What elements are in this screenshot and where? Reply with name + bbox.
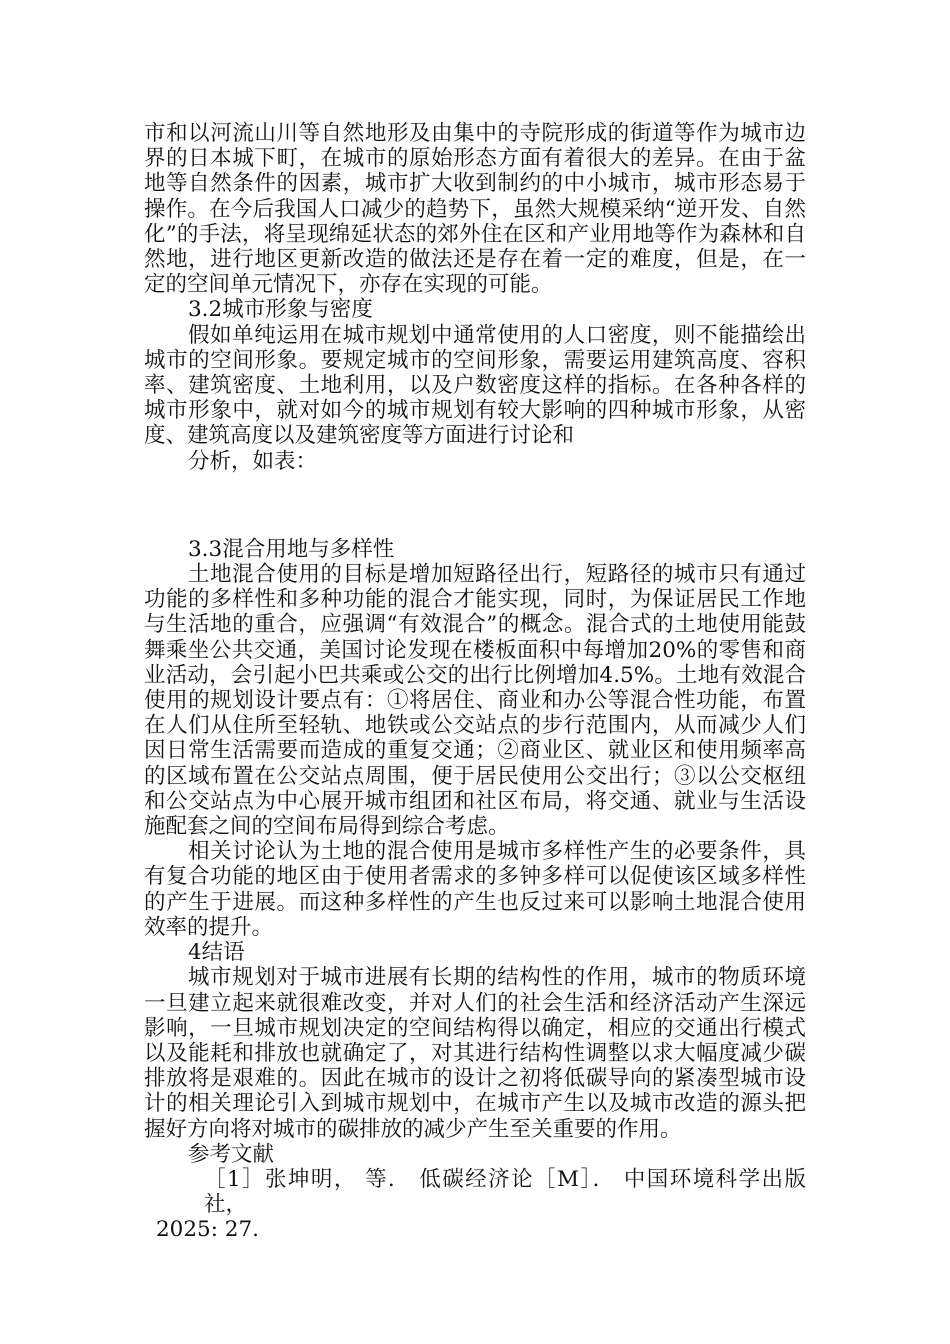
section-heading-3-2: 3.2城市形象与密度	[188, 297, 373, 323]
section-heading-4: 4结语	[188, 940, 245, 966]
document-page	[144, 121, 806, 1243]
reference-item-1: ［1］张坤明， 等． 低碳经济论［M］． 中国环境科学出版社，	[204, 1166, 806, 1218]
paragraph-mixed-use: 土地混合使用的目标是增加短路径出行，短路径的城市只有通过功能的多样性和多种功能的混合才能实现，同时，为保证居民工作地与生活地的重合，应强调“有效混合”的概念。混合式的土地使用能鼓舞乘坐公共交通，美国讨论发现在楼板面积中每增加20%的零售和商业活动，会引起小巴共乘或公交的出行比例增加4.5%。土地有效混合使用的规划设计要点有：①将居住、商业和办公等混合性功能，布置在人们从住所至轻轨、地铁或公交站点的步行范围内，从而减少人们因日常生活需要而造成的重复交通；②商业区、就业区和使用频率高的区域布置在公交站点周围，便于居民使用公交出行；③以公交枢纽和公交站点为中心展开城市组团和社区布局，将交通、就业与生活设施配套之间的空间布局得到综合考虑。	[144, 562, 806, 840]
paragraph-density: 假如单纯运用在城市规划中通常使用的人口密度，则不能描绘出城市的空间形象。要规定城市的空间形象，需要运用建筑高度、容积率、建筑密度、土地利用，以及户数密度这样的指标。在各种各样的城市形象中，就对如今的城市规划有较大影响的四种城市形象，从密度、建筑高度以及建筑密度等方面进行讨论和	[144, 322, 806, 449]
references-heading: 参考文献	[188, 1141, 275, 1167]
section-heading-3-3: 3.3混合用地与多样性	[188, 536, 395, 562]
paragraph-conclusion: 城市规划对于城市进展有长期的结构性的作用，城市的物质环境一旦建立起来就很难改变，并对人们的社会生活和经济活动产生深远影响，一旦城市规划决定的空间结构得以确定，相应的交通出行模式以及能耗和排放也就确定了，对其进行结构性调整以求大幅度减少碳排放将是艰难的。因此在城市的设计之初将低碳导向的紧凑型城市设计的相关理论引入到城市规划中，在城市产生以及城市改造的源头把握好方向将对城市的碳排放的减少产生至关重要的作用。	[144, 965, 806, 1142]
table-placeholder-gap	[144, 474, 806, 537]
paragraph-table-intro: 分析，如表：	[188, 448, 318, 474]
paragraph-urban-form: 市和以河流山川等自然地形及由集中的寺院形成的街道等作为城市边界的日本城下町，在城市的原始形态方面有着很大的差异。在由于盆地等自然条件的因素，城市扩大收到制约的中小城市，城市形态易于操作。在今后我国人口减少的趋势下，虽然大规模采纳“逆开发、自然化”的手法，将呈现绵延状态的郊外住在区和产业用地等作为森林和自然地，进行地区更新改造的做法还是存在着一定的难度，但是，在一定的空间单元情况下，亦存在实现的可能。	[144, 121, 806, 298]
reference-item-1-continued: 2025: 27.	[156, 1217, 259, 1243]
paragraph-diversity: 相关讨论认为土地的混合使用是城市多样性产生的必要条件，具有复合功能的地区由于使用者需求的多钟多样可以促使该区域多样性的产生于进展。而这种多样性的产生也反过来可以影响土地混合使用效率的提升。	[144, 839, 806, 940]
